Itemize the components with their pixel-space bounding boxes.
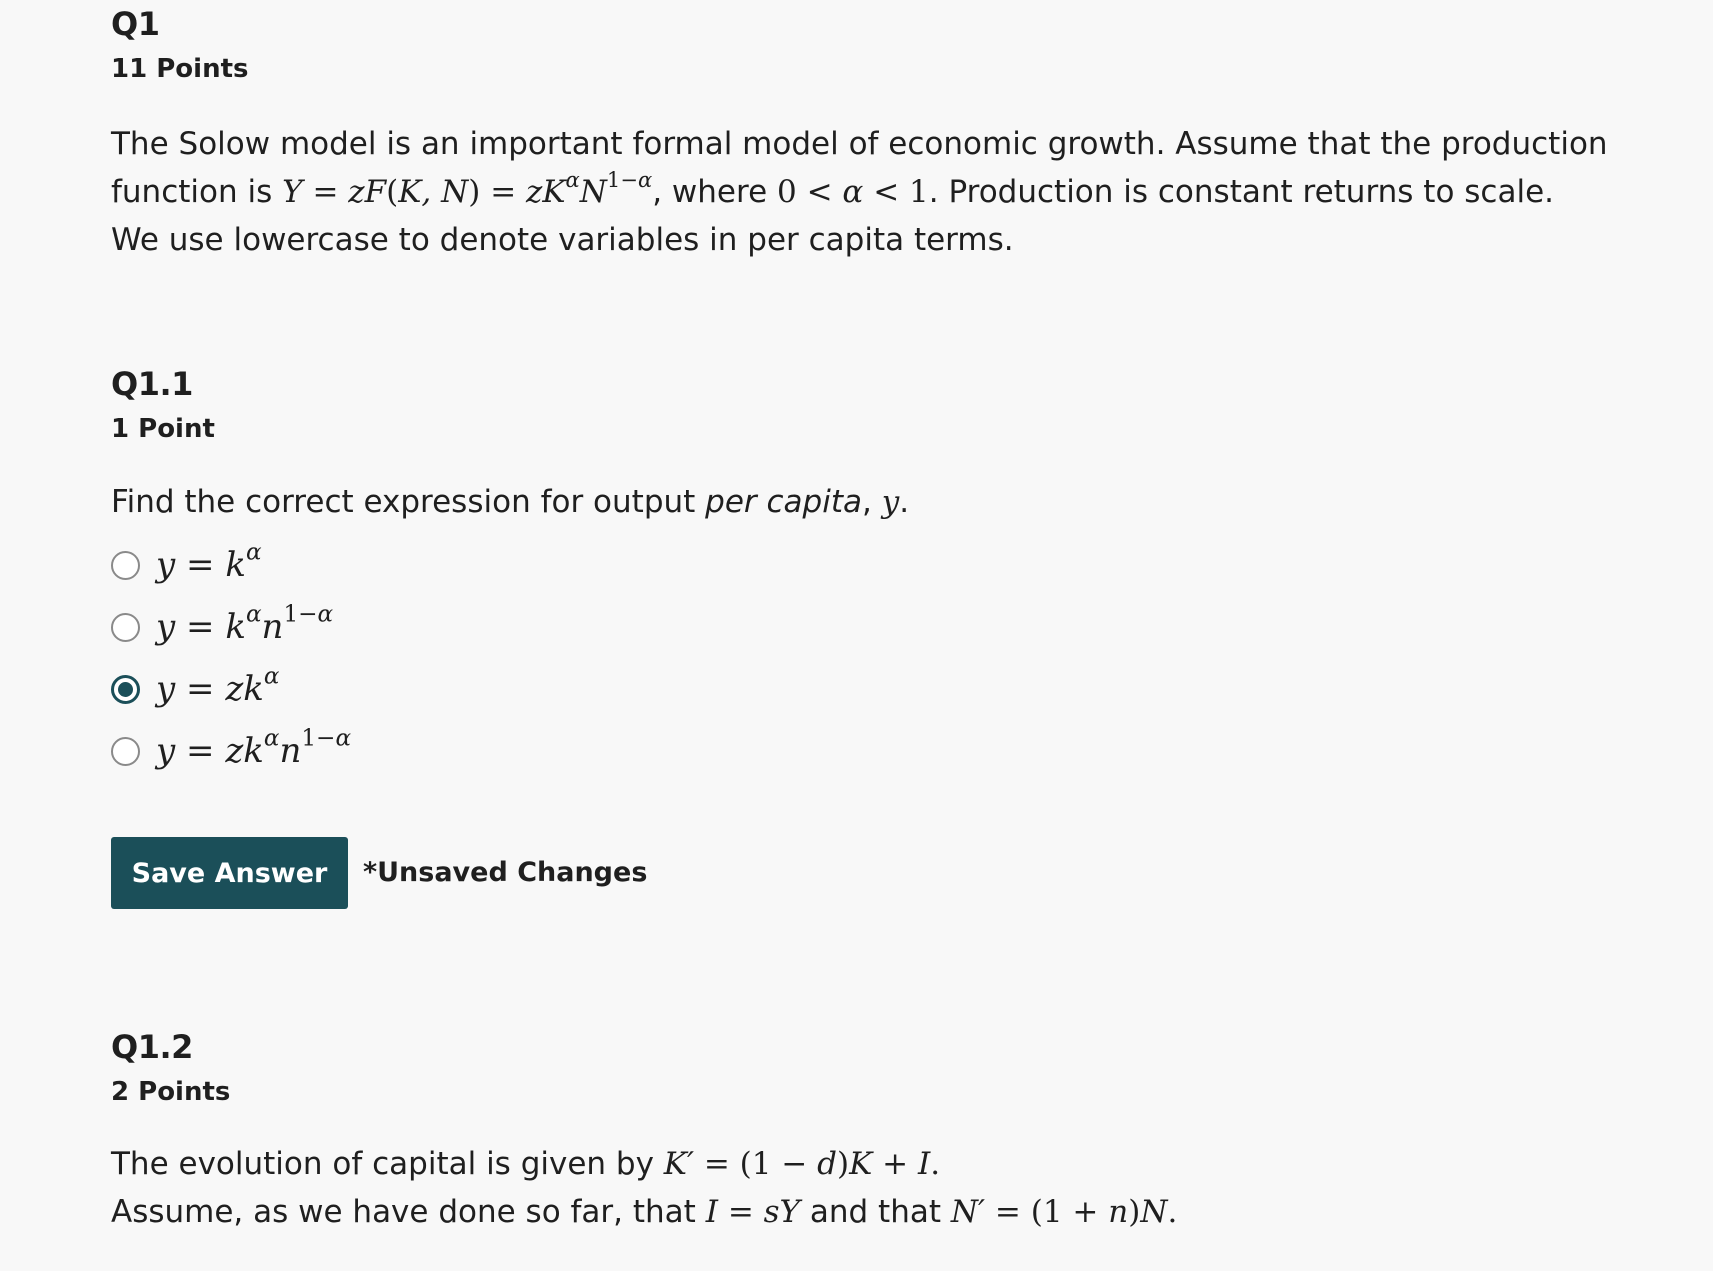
q1-1-section — [111, 365, 215, 444]
save-answer-button[interactable]: Save Answer — [111, 837, 348, 909]
q1-2-section — [111, 1028, 231, 1107]
q1-1-title: Q1.1 — [111, 365, 193, 403]
q1-points: 11 Points — [111, 54, 249, 84]
option-3[interactable] — [111, 658, 351, 720]
option-4[interactable] — [111, 720, 351, 782]
option-1-radio[interactable] — [111, 551, 140, 580]
q1-1-prompt-3: . — [899, 484, 910, 520]
q1-text-3: . Production is constant returns to scale. We use lowercase to denote variables in per capita terms. — [111, 174, 1555, 258]
q1-1-prompt — [111, 478, 909, 526]
q1-prompt — [111, 120, 1611, 264]
q1-2-line2-text-2: and that — [800, 1194, 951, 1230]
q1-2-prompt — [111, 1140, 1611, 1236]
option-2[interactable] — [111, 596, 351, 658]
investment-math: I = sY — [705, 1194, 801, 1230]
q1-alpha-range-math: 0 < α < 1 — [777, 174, 929, 210]
q1-2-line-2 — [111, 1188, 1611, 1236]
q1-text-2: , where — [652, 174, 777, 210]
option-3-label: $y = zk^\alpha$ — [156, 663, 280, 709]
q1-section — [111, 5, 249, 84]
option-2-radio[interactable] — [111, 613, 140, 642]
population-growth-math: N′ = (1 + n)N. — [950, 1194, 1178, 1230]
capital-evolution-math: K′ = (1 − d)K + I. — [663, 1146, 941, 1182]
option-1-label: $y = k^\alpha$ — [156, 539, 262, 585]
option-1[interactable] — [111, 534, 351, 596]
q1-1-prompt-1: Find the correct expression for output — [111, 484, 706, 520]
option-4-radio[interactable] — [111, 737, 140, 766]
q1-2-points: 2 Points — [111, 1077, 231, 1107]
q1-2-title: Q1.2 — [111, 1028, 193, 1066]
q1-2-line1-text: The evolution of capital is given by — [111, 1146, 664, 1182]
q1-title: Q1 — [111, 5, 160, 43]
q1-2-line-1 — [111, 1140, 1611, 1188]
q1-1-prompt-2: , — [862, 484, 882, 520]
q1-text-1: The Solow model is an important formal model of economic growth. Assume that the production function is — [111, 126, 1608, 210]
q1-1-points: 1 Point — [111, 414, 215, 444]
q1-1-prompt-em: per capita — [705, 484, 862, 520]
option-4-label: $y = zk^\alpha n^{1-\alpha}$ — [156, 725, 352, 771]
y-variable-math: y — [881, 484, 900, 520]
unsaved-changes-label: *Unsaved Changes — [363, 857, 648, 888]
q1-2-line2-text-1: Assume, as we have done so far, that — [111, 1194, 706, 1230]
answer-options — [111, 534, 351, 782]
q1-production-function-math: Y = zF(K, $N) = zK^\alpha N^{1-\alpha}$ — [282, 166, 653, 210]
option-2-label: $y = k^\alpha n^{1-\alpha}$ — [156, 601, 334, 647]
option-3-radio[interactable] — [111, 675, 140, 704]
